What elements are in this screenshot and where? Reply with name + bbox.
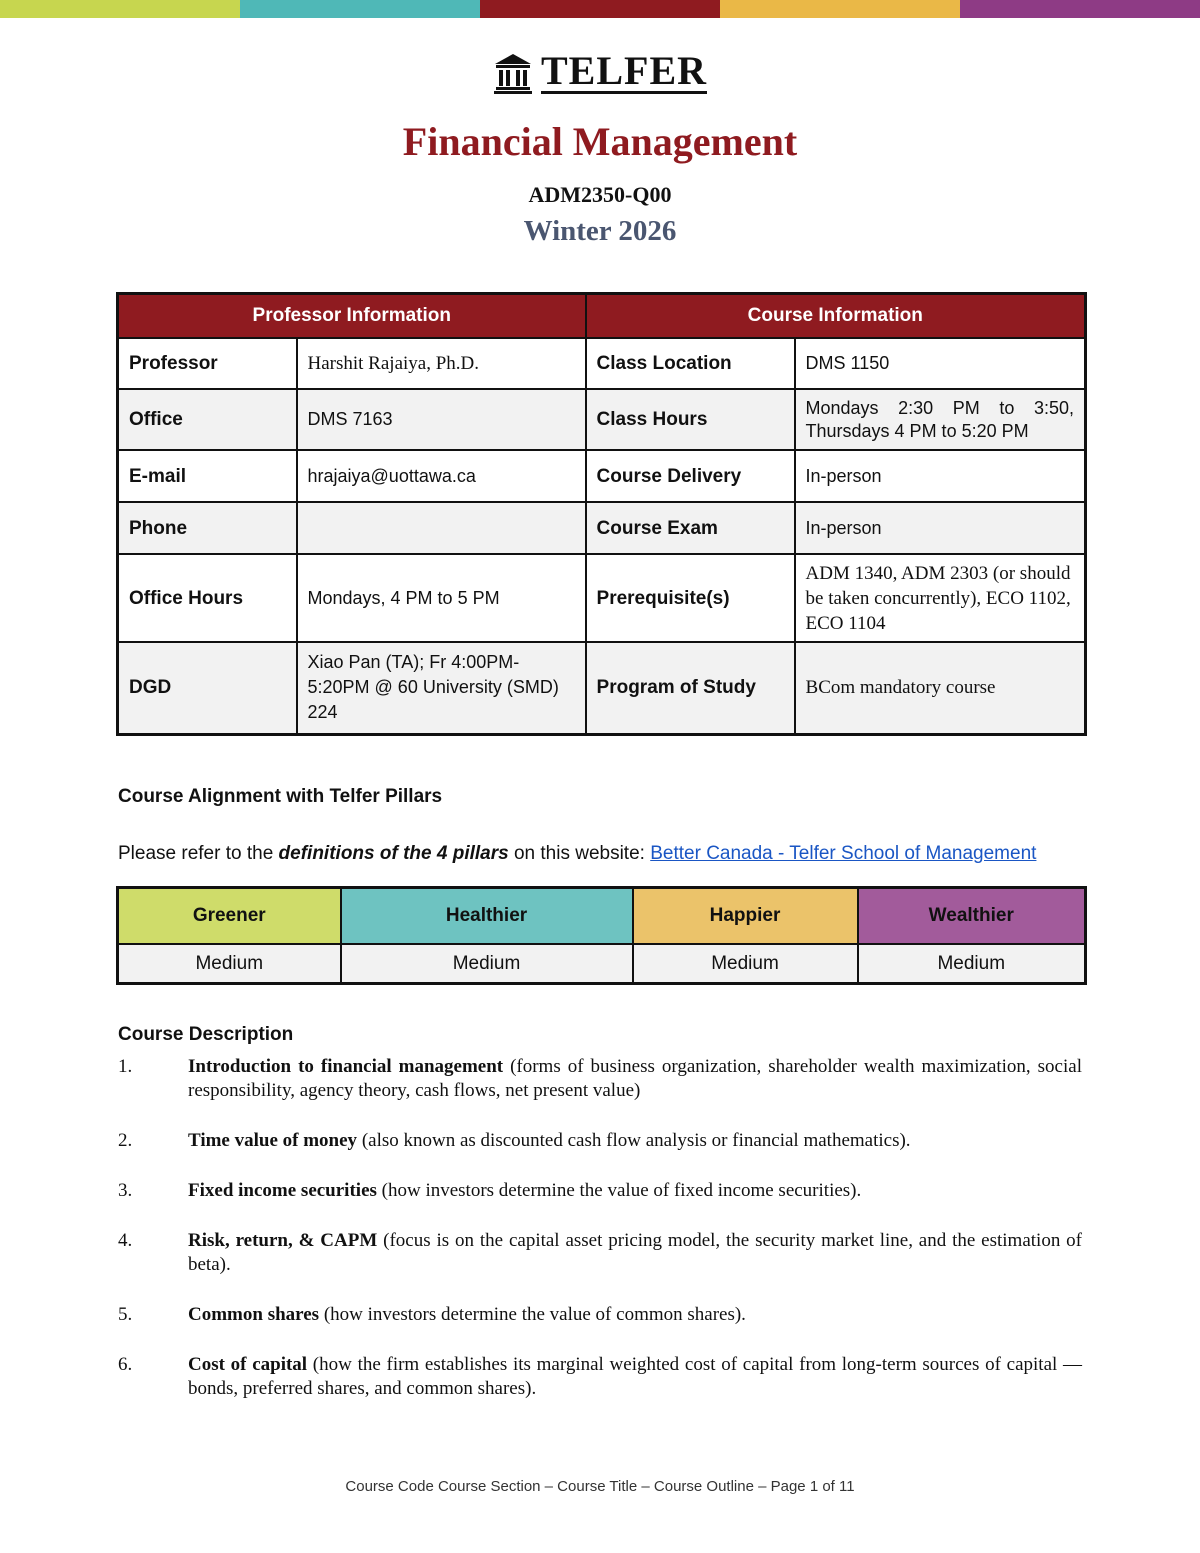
refer-emphasis: definitions of the 4 pillars bbox=[278, 843, 509, 864]
pillars-header-row bbox=[118, 888, 1086, 945]
list-item bbox=[118, 1303, 1082, 1327]
building-icon bbox=[493, 52, 533, 94]
logo-wordmark: TELFER bbox=[540, 47, 708, 93]
table-row bbox=[118, 450, 1086, 502]
telfer-logo bbox=[0, 47, 1200, 94]
table-row bbox=[118, 389, 1086, 450]
list-item-detail: (how investors determine the value of common shares). bbox=[319, 1304, 746, 1325]
list-item-detail: (focus is on the capital asset pricing model, the security market line, and the estimation of beta). bbox=[188, 1230, 1083, 1275]
office-hours-label: Office Hours bbox=[118, 554, 297, 642]
page-footer: Course Code Course Section – Course Title – Course Outline – Page 1 of 11 bbox=[345, 1478, 855, 1495]
color-bar-segment-healthier bbox=[240, 0, 480, 18]
course-title: Financial Management bbox=[402, 119, 798, 164]
color-bar-segment-greener bbox=[0, 0, 240, 18]
table-row bbox=[118, 338, 1086, 389]
class-hours-value: Mondays 2:30 PM to 3:50, Thursdays 4 PM to 5:20 PM bbox=[795, 389, 1086, 450]
phone-value bbox=[297, 502, 586, 554]
color-bar-segment-brand bbox=[480, 0, 720, 18]
course-info-table bbox=[116, 292, 1087, 736]
professor-label: Professor bbox=[118, 338, 297, 389]
dgd-value: Xiao Pan (TA); Fr 4:00PM-5:20PM @ 60 University (SMD) 224 bbox=[297, 642, 586, 734]
list-item-text bbox=[188, 1353, 1082, 1401]
class-location-value: DMS 1150 bbox=[795, 338, 1086, 389]
pillar-greener-level: Medium bbox=[118, 944, 341, 984]
pillars-level-row bbox=[118, 944, 1086, 984]
list-item bbox=[118, 1179, 1082, 1203]
course-delivery-label: Course Delivery bbox=[586, 450, 795, 502]
course-code: ADM2350-Q00 bbox=[528, 182, 672, 207]
pillar-wealthier-level: Medium bbox=[858, 944, 1086, 984]
list-item bbox=[118, 1055, 1082, 1103]
list-item bbox=[118, 1129, 1082, 1153]
program-of-study-label: Program of Study bbox=[586, 642, 795, 734]
better-canada-link[interactable]: Better Canada - Telfer School of Management bbox=[650, 843, 1037, 864]
refer-prefix: Please refer to the bbox=[118, 843, 279, 864]
list-item-topic: Time value of money bbox=[188, 1130, 358, 1151]
email-value: hrajaiya@uottawa.ca bbox=[297, 450, 586, 502]
course-description-heading: Course Description bbox=[118, 1024, 294, 1045]
office-label: Office bbox=[118, 389, 297, 450]
refer-mid: on this website: bbox=[508, 843, 651, 864]
list-item-text bbox=[188, 1129, 1082, 1153]
office-hours-value: Mondays, 4 PM to 5 PM bbox=[297, 554, 586, 642]
email-label: E-mail bbox=[118, 450, 297, 502]
color-bar-segment-happier bbox=[720, 0, 960, 18]
pillar-happier-header: Happier bbox=[633, 888, 858, 945]
list-item-topic: Fixed income securities bbox=[188, 1180, 377, 1201]
class-location-label: Class Location bbox=[586, 338, 795, 389]
list-item bbox=[118, 1229, 1082, 1277]
prerequisites-value: ADM 1340, ADM 2303 (or should be taken concurrently), ECO 1102, ECO 1104 bbox=[795, 554, 1086, 642]
course-info-header: Course Information bbox=[586, 294, 1086, 339]
list-item bbox=[118, 1353, 1082, 1401]
list-item-topic: Risk, return, & CAPM bbox=[188, 1230, 378, 1251]
list-item-text bbox=[188, 1303, 1082, 1327]
pillars-table bbox=[116, 886, 1087, 985]
table-header-row bbox=[118, 294, 1086, 339]
course-exam-value: In-person bbox=[795, 502, 1086, 554]
pillar-healthier-header: Healthier bbox=[341, 888, 633, 945]
pillars-section-heading: Course Alignment with Telfer Pillars bbox=[118, 786, 443, 807]
program-of-study-value: BCom mandatory course bbox=[795, 642, 1086, 734]
list-item-topic: Common shares bbox=[188, 1304, 320, 1325]
list-item-topic: Cost of capital bbox=[188, 1354, 308, 1375]
phone-label: Phone bbox=[118, 502, 297, 554]
list-item-number: 1. bbox=[118, 1056, 133, 1077]
pillars-reference-text bbox=[118, 843, 1036, 865]
top-color-bar bbox=[0, 0, 1200, 18]
list-item-detail: (forms of business organization, shareholder wealth maximization, social responsibility, agency theory, cash flows, net present value) bbox=[188, 1056, 1082, 1101]
pillar-wealthier-header: Wealthier bbox=[858, 888, 1086, 945]
list-item-number: 4. bbox=[118, 1230, 133, 1251]
list-item-text bbox=[188, 1179, 1082, 1203]
list-item-number: 3. bbox=[118, 1180, 133, 1201]
table-row bbox=[118, 554, 1086, 642]
list-item-text bbox=[188, 1055, 1082, 1103]
course-description-list bbox=[118, 1055, 1082, 1427]
course-delivery-value: In-person bbox=[795, 450, 1086, 502]
pillar-healthier-level: Medium bbox=[341, 944, 633, 984]
list-item-number: 2. bbox=[118, 1130, 133, 1151]
list-item-text bbox=[188, 1229, 1082, 1277]
course-exam-label: Course Exam bbox=[586, 502, 795, 554]
list-item-detail: (how investors determine the value of fixed income securities). bbox=[376, 1180, 862, 1201]
office-value: DMS 7163 bbox=[297, 389, 586, 450]
table-row bbox=[118, 642, 1086, 734]
pillar-greener-header: Greener bbox=[118, 888, 341, 945]
list-item-number: 5. bbox=[118, 1304, 133, 1325]
class-hours-label: Class Hours bbox=[586, 389, 795, 450]
pillar-happier-level: Medium bbox=[633, 944, 858, 984]
list-item-detail: (also known as discounted cash flow analysis or financial mathematics). bbox=[357, 1130, 911, 1151]
professor-value: Harshit Rajaiya, Ph.D. bbox=[297, 338, 586, 389]
course-term: Winter 2026 bbox=[523, 215, 677, 247]
prerequisites-label: Prerequisite(s) bbox=[586, 554, 795, 642]
list-item-detail: (how the firm establishes its marginal weighted cost of capital from long-term sources of capital — bonds, preferred shares, and common shares). bbox=[188, 1354, 1082, 1399]
list-item-number: 6. bbox=[118, 1354, 133, 1375]
professor-info-header: Professor Information bbox=[118, 294, 586, 339]
dgd-label: DGD bbox=[118, 642, 297, 734]
color-bar-segment-wealthier bbox=[960, 0, 1200, 18]
list-item-topic: Introduction to financial management bbox=[188, 1056, 504, 1077]
table-row bbox=[118, 502, 1086, 554]
